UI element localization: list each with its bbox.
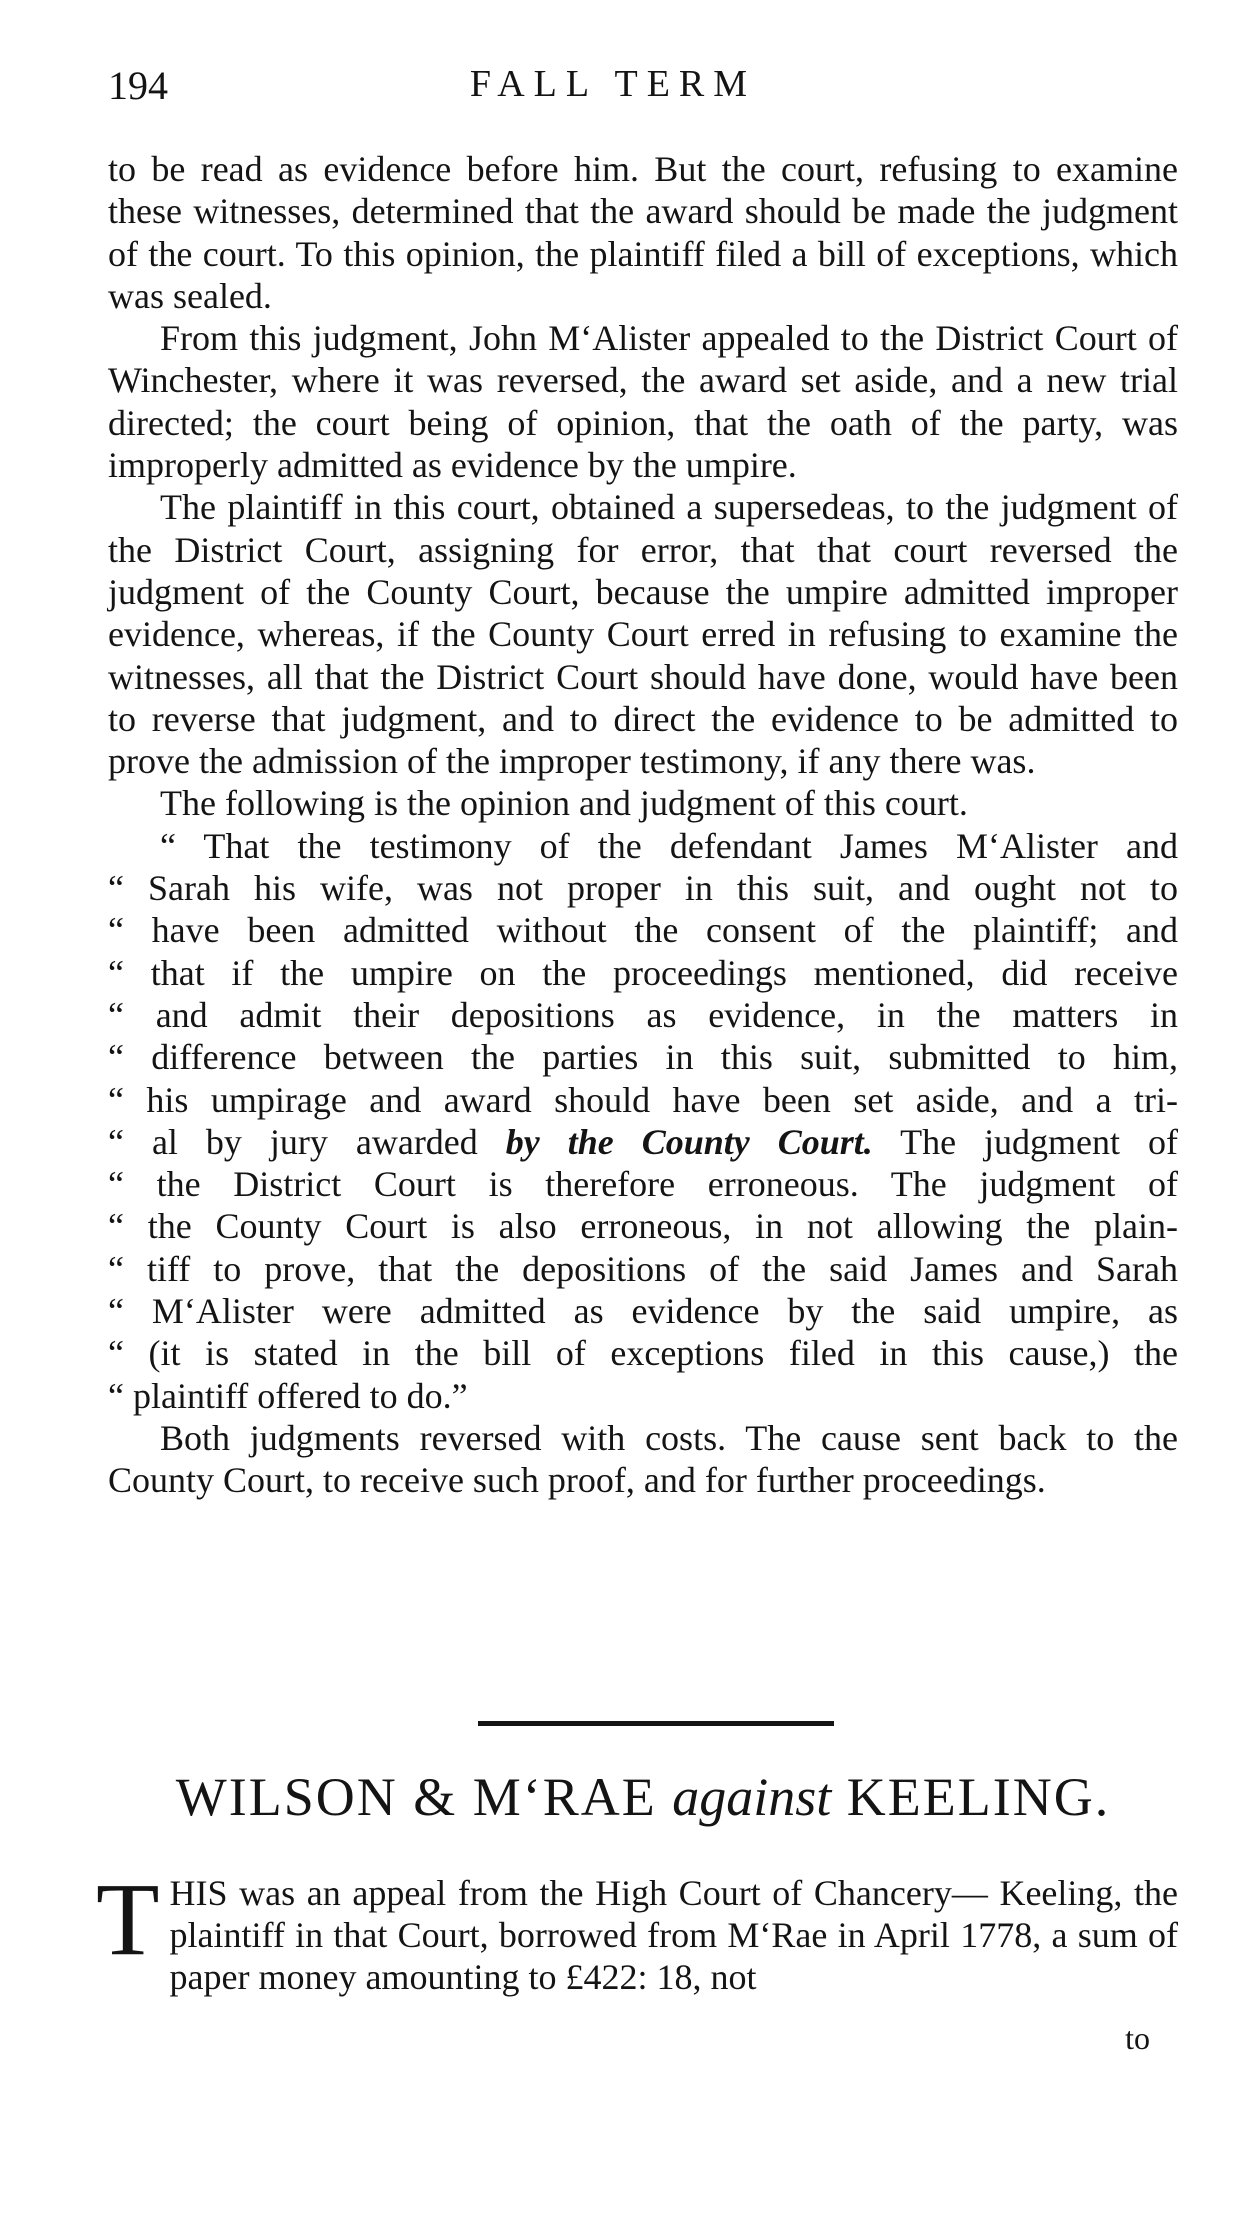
quote-line: “ have been admitted without the consent of the plaintiff; and — [108, 910, 1178, 951]
quote-line: “ the County Court is also erroneous, in not allowing the plain- — [108, 1206, 1178, 1247]
quote-line: “ tiff to prove, that the depositions of the said James and Sarah — [108, 1248, 1178, 1289]
page-header — [108, 62, 1118, 122]
case-title — [108, 1766, 1178, 1828]
body-text — [108, 148, 1178, 1502]
quote-line: “ That the testimony of the defendant James M‘Alister and — [160, 825, 1178, 866]
opening-text: HIS was an appeal from the High Court of Chancery— Keeling, the plaintiff in that Court, borrowed from M‘Rae in April 1778, a sum of paper money amounting to £422: 18, not — [169, 1873, 1178, 1997]
page-number: 194 — [108, 63, 168, 108]
quote-line: “ that if the umpire on the proceedings mentioned, did receive — [108, 952, 1178, 993]
quote-italic-phrase: by the County Court. — [505, 1121, 873, 1162]
running-head: FALL TERM — [469, 63, 757, 105]
quote-line: “ (it is stated in the bill of exceptions filed in this cause,) the — [108, 1333, 1178, 1374]
paragraph-2: From this judgment, John M‘Alister appealed to the District Court of Winchester, where it was reversed, the award set aside, and a new trial directed; the court being of opinion, that the oath of the party, was improperly admitted as evidence by the umpire. — [108, 318, 1178, 486]
quote-line: “ Sarah his wife, was not proper in this suit, and ought not to — [108, 868, 1178, 909]
quote-line-mixed — [108, 1121, 1178, 1163]
paragraph-4: The following is the opinion and judgment of this court. — [160, 783, 968, 824]
case-title-parties-1: WILSON & M‘RAE — [175, 1767, 673, 1827]
case-opening-paragraph — [96, 1862, 1178, 1998]
quote-line: “ difference between the parties in this suit, submitted to him, — [108, 1037, 1178, 1078]
quote-line-end: The judgment of — [872, 1121, 1178, 1162]
quote-line: “ and admit their depositions as evidence, in the matters in — [108, 994, 1178, 1035]
quote-line-start: “ al by jury awarded — [108, 1121, 506, 1162]
quote-line: “ M‘Alister were admitted as evidence by the said umpire, as — [108, 1291, 1178, 1332]
quote-line: “ his umpirage and award should have been set aside, and a tri- — [108, 1079, 1178, 1120]
case-title-against: against — [672, 1767, 832, 1827]
quote-line: “ plaintiff offered to do.” — [108, 1375, 468, 1416]
court-opinion-quote — [108, 825, 1178, 1417]
catchword: to — [1125, 2020, 1150, 2056]
drop-cap: T — [96, 1862, 160, 1977]
paragraph-5: Both judgments reversed with costs. The cause sent back to the County Court, to receive such proof, and for further proceedings. — [108, 1417, 1178, 1501]
section-divider — [478, 1721, 834, 1726]
quote-line: “ the District Court is therefore erroneous. The judgment of — [108, 1164, 1178, 1205]
paragraph-1: to be read as evidence before him. But the court, refusing to examine these witnesses, determined that the award should be made the judgment of the court. To this opinion, the plaintiff filed a bill of exceptions, which was sealed. — [108, 149, 1178, 316]
case-title-parties-2: KEELING. — [831, 1767, 1111, 1827]
paragraph-3: The plaintiff in this court, obtained a supersedeas, to the judgment of the District Court, assigning for error, that that court reversed the judgment of the County Court, because the umpire admitted improper evidence, whereas, if the County Court erred in refusing to examine the witnesses, all that the District Court should have done, would have been to reverse that judgment, and to direct the evidence to be admitted to prove the admission of the improper testimony, if any there was. — [108, 487, 1178, 782]
